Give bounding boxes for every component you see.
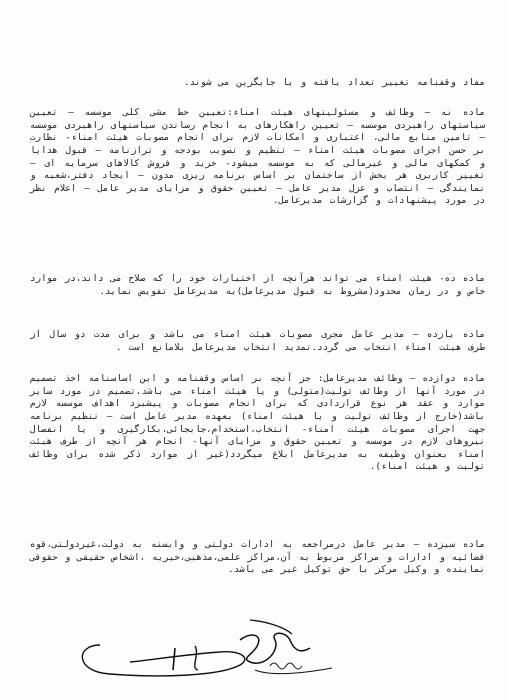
article-11-paragraph: ماده یازده – مدیر عامل مجری مصوبات هیئت امناء می باشد و برای مدت دو سال از طرف هیئت امناء انتخاب می گردد.تمدید انتخاب مدیرعامل بلامانع است .: [30, 329, 485, 353]
article-13-paragraph: ماده سیزده – مدیر عامل درمراجعه به ادارات دولتی و وابسته به دولت،غیردولتی،قوه قضائیه و ادارات و مراکز مربوط به آن،مراکز علمی،مذهبی،خیریه ،اشخاص حقیقی و حقوقی نماینده و وکیل مرکز با حق توکیل غیر می باشد.: [30, 539, 485, 576]
article-10-paragraph: ماده ده- هیئت امناء می تواند هرآنچه از اختیارات خود را که صلاح می داند،در موارد خاص و در زمان محدود(مشروط به قبول مدیرعامل)به مدیرعامل تفویض نماید.: [30, 273, 485, 297]
signature-drawing: [70, 610, 370, 690]
paragraph-intro-tail: مفاد وقفنامه تغییر تعداد یافته و یا جایگزین می شوند.: [183, 77, 485, 89]
article-9-paragraph: ماده نه – وظائف و مسئولیتهای هیئت امناء:تعیین خط مشی کلی موسسه – تعیین سیاستهای راهبردی موسسه – تعیین راهکارهای به انجام رساندن سیاستهای راهبردی موسسه – تامین منابع مالی، اعتباری و امکانات لازم برای انجام مصوبات هیئت امناء- نظارت بر حسن اجرای مصوبات هیئت امناء – تنظیم و تصویب بودجه و ترازنامه – قبول هدایا و کمکهای مالی و غیرمالی که به موسسه میشود- خرید و فروش کالاهای سرمایه ای – تغییر کاربری هر بخش از ساختمان بر اساس برنامه ریزی مدون – ایجاد دفتر،شعبه و نمایندگی – انتصاب و عزل مدیر عامل – تعیین حقوق و مزایای مدیر عامل – اعلام نظر در مورد پیشنهادات و گزارشات مدیرعامل.: [30, 107, 485, 207]
handwritten-signatures: [70, 610, 370, 690]
article-12-paragraph: ماده دوازده – وظائف مدیرعامل: جز آنچه بر اساس وقفنامه و این اساسنامه اخذ تصمیم در مورد آنها از وظائف تولیت(متولی) و یا هیئت امناء می باشد،تصمیم در مورد سایر موارد و عقد هر نوع قراردادی که برای انجام مصوبات و پیشبرد اهداف موسسه لازم باشد(خارج از وظائف تولیت و یا هیئت امناء) بعهده مدیر عامل است – تنظیم برنامه جهت اجرای مصوبات هیئت امناء- انتخاب،استخدام،جابجائی،بکارگیری و یا انفصال نیروهای لازم در موسسه و تعیین حقوق و مزایای آنها- انجام هر آنچه از طرف هیئت امناء بعنوان وظیفه به مدیرعامل ابلاغ میگردد(غیر از موارد ذکر شده برای وظائف تولیت و هیئت امناء).: [30, 373, 485, 473]
